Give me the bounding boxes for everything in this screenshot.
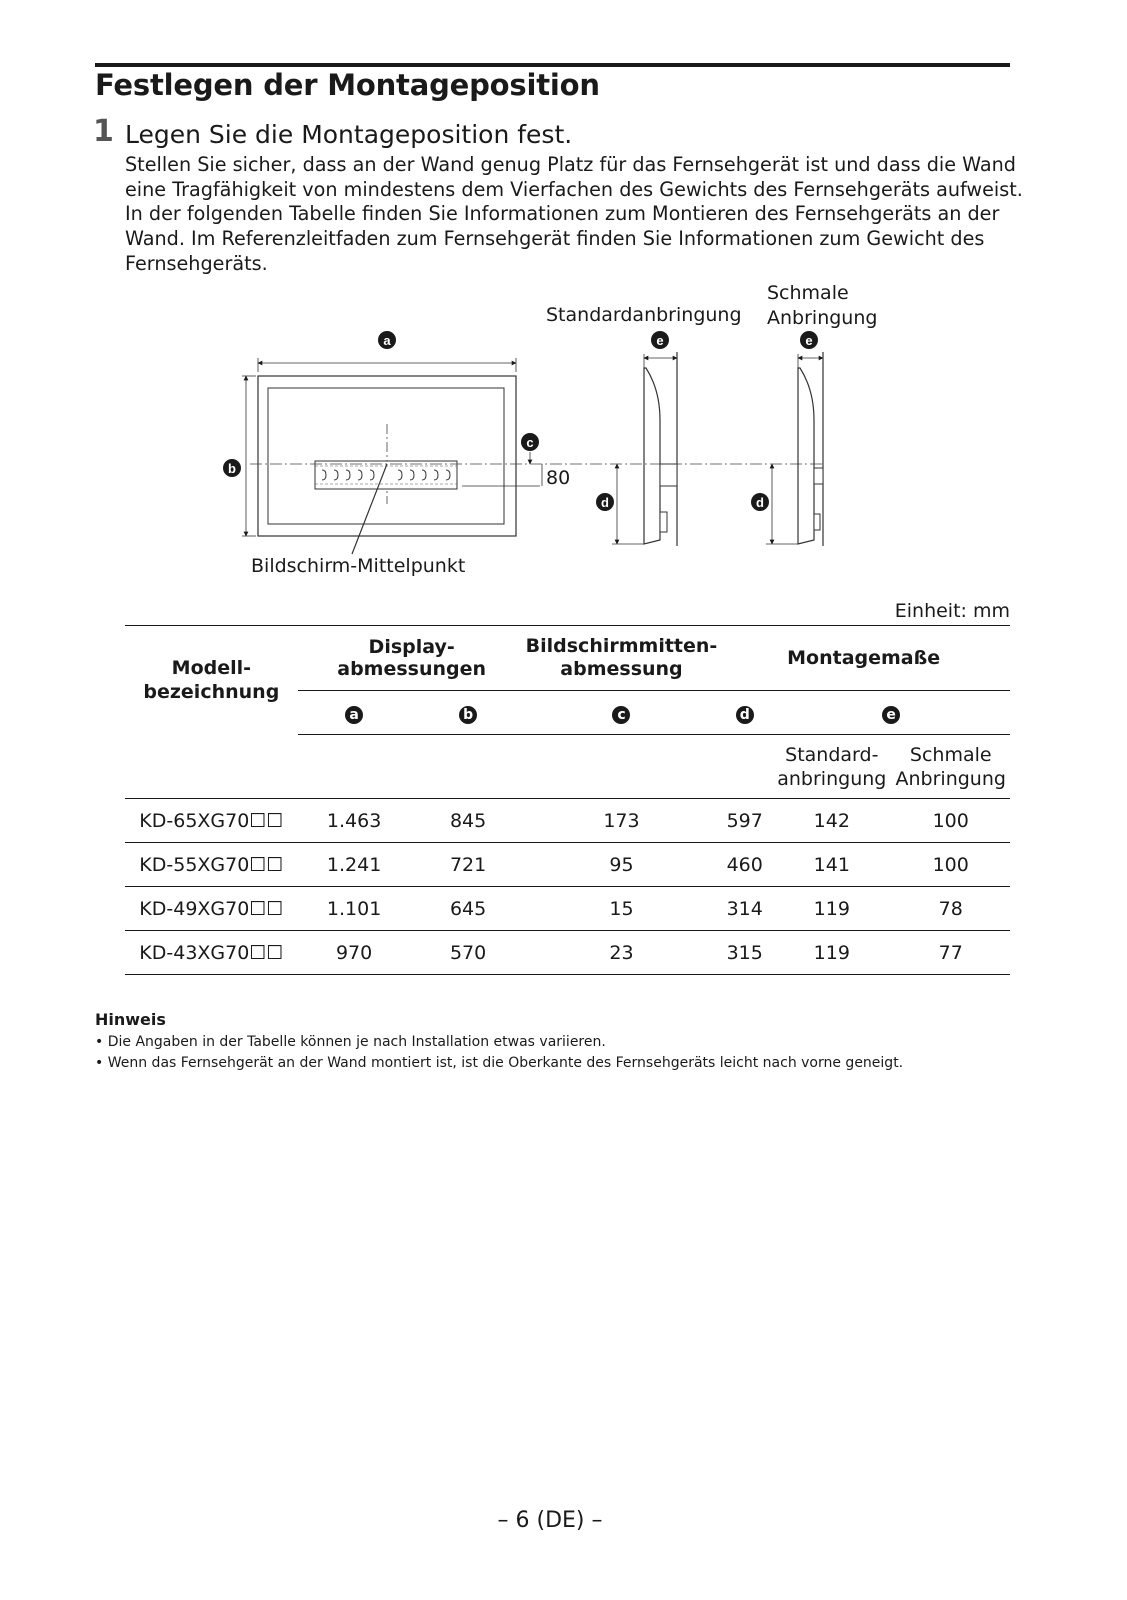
center-point-label: Bildschirm-Mittelpunkt — [251, 555, 466, 577]
marker-e-narrow-label: e — [805, 333, 813, 348]
e-narrow-cell: 100 — [891, 843, 1010, 887]
d-cell: 597 — [717, 799, 772, 843]
marker-d-badge: d — [736, 706, 754, 724]
table-unit-label: Einheit: mm — [894, 600, 1010, 622]
d-cell: 314 — [717, 887, 772, 931]
tv-side-standard — [644, 368, 660, 544]
b-cell: 845 — [411, 799, 526, 843]
page-number: – 6 (DE) – — [497, 1508, 603, 1533]
display-dimensions-header: Display-abmessungen — [337, 636, 487, 680]
note-item: • Wenn das Fernsehgerät an der Wand montiert ist, ist die Oberkante des Fernsehgeräts leicht nach vorne geneigt. — [95, 1053, 903, 1074]
marker-d-narrow-label: d — [756, 495, 764, 510]
table-header-row-1 — [125, 626, 1010, 691]
c-cell: 173 — [526, 799, 718, 843]
a-cell: 1.463 — [298, 799, 411, 843]
marker-b-label: b — [228, 461, 236, 476]
marker-a-badge: a — [345, 706, 363, 724]
step-title: Legen Sie die Montageposition fest. — [125, 120, 573, 149]
top-rule — [95, 63, 1010, 67]
dimension-80-label: 80 — [546, 467, 571, 489]
marker-e-badge: e — [882, 706, 900, 724]
bracket-side-narrow — [814, 468, 823, 484]
c-cell: 95 — [526, 843, 718, 887]
table-row — [125, 931, 1010, 975]
marker-c-badge: c — [612, 706, 630, 724]
narrow-mount-label-line1: Schmale — [767, 282, 849, 304]
e-standard-cell: 142 — [772, 799, 891, 843]
table-row — [125, 887, 1010, 931]
model-cell: KD-43XG70☐☐ — [125, 931, 298, 975]
standard-mount-label: Standardanbringung — [546, 304, 742, 326]
table-row — [125, 799, 1010, 843]
standard-mount-subheader: Standard- anbringung — [772, 735, 891, 799]
narrow-mount-label-line2: Anbringung — [767, 307, 878, 329]
col-c-marker-cell — [526, 691, 718, 735]
b-cell: 570 — [411, 931, 526, 975]
page-title: Festlegen der Montageposition — [95, 68, 600, 102]
marker-e-standard-label: e — [656, 333, 664, 348]
tv-front-screen — [268, 388, 504, 524]
table-header-row-3 — [125, 735, 1010, 799]
step-number: 1 — [93, 114, 114, 149]
step-description: Stellen Sie sicher, dass an der Wand genug Platz für das Fernsehgerät ist und dass die Wand eine Tragfähigkeit von mindestens dem Vierfachen des Gewichts des Fernsehgeräts aufweist. In der folgenden Tabelle finden Sie Informationen zum Montieren des Fernsehgeräts an der Wand. Im Referenzleitfaden zum Fernsehgerät finden Sie Informationen zum Gewicht des Fernsehgeräts. — [125, 153, 1023, 275]
marker-b-badge: b — [459, 706, 477, 724]
a-cell: 1.101 — [298, 887, 411, 931]
marker-a-label: a — [383, 333, 391, 348]
model-cell: KD-65XG70☐☐ — [125, 799, 298, 843]
b-cell: 645 — [411, 887, 526, 931]
c-cell: 15 — [526, 887, 718, 931]
mounting-dimensions-header: Montagemaße — [787, 647, 941, 669]
a-cell: 970 — [298, 931, 411, 975]
d-cell: 315 — [717, 931, 772, 975]
bracket-side-standard — [660, 464, 677, 486]
e-standard-cell: 119 — [772, 931, 891, 975]
c-cell: 23 — [526, 931, 718, 975]
b-cell: 721 — [411, 843, 526, 887]
marker-d-standard-label: d — [601, 495, 609, 510]
mounting-diagram — [210, 280, 910, 580]
d-cell: 460 — [717, 843, 772, 887]
col-e-marker-cell — [772, 691, 1010, 735]
tv-side-narrow — [798, 368, 814, 544]
table-row — [125, 843, 1010, 887]
note-list — [95, 1032, 903, 1074]
col-b-marker-cell — [411, 691, 526, 735]
model-cell: KD-49XG70☐☐ — [125, 887, 298, 931]
e-narrow-cell: 100 — [891, 799, 1010, 843]
note-item: • Die Angaben in der Tabelle können je nach Installation etwas variieren. — [95, 1032, 903, 1053]
col-d-marker-cell — [717, 691, 772, 735]
e-narrow-cell: 78 — [891, 887, 1010, 931]
marker-c-label: c — [526, 435, 534, 450]
a-cell: 1.241 — [298, 843, 411, 887]
e-narrow-cell: 77 — [891, 931, 1010, 975]
model-cell: KD-55XG70☐☐ — [125, 843, 298, 887]
note-title: Hinweis — [95, 1010, 166, 1029]
screen-center-header: Bildschirmmitten- abmessung — [525, 635, 718, 680]
e-standard-cell: 141 — [772, 843, 891, 887]
e-standard-cell: 119 — [772, 887, 891, 931]
narrow-mount-subheader: Schmale Anbringung — [891, 735, 1010, 799]
col-a-marker-cell — [298, 691, 411, 735]
mounting-diagram-svg — [210, 280, 910, 580]
model-header: Modell- bezeichnung — [143, 657, 280, 704]
mounting-spec-table — [125, 625, 1010, 975]
